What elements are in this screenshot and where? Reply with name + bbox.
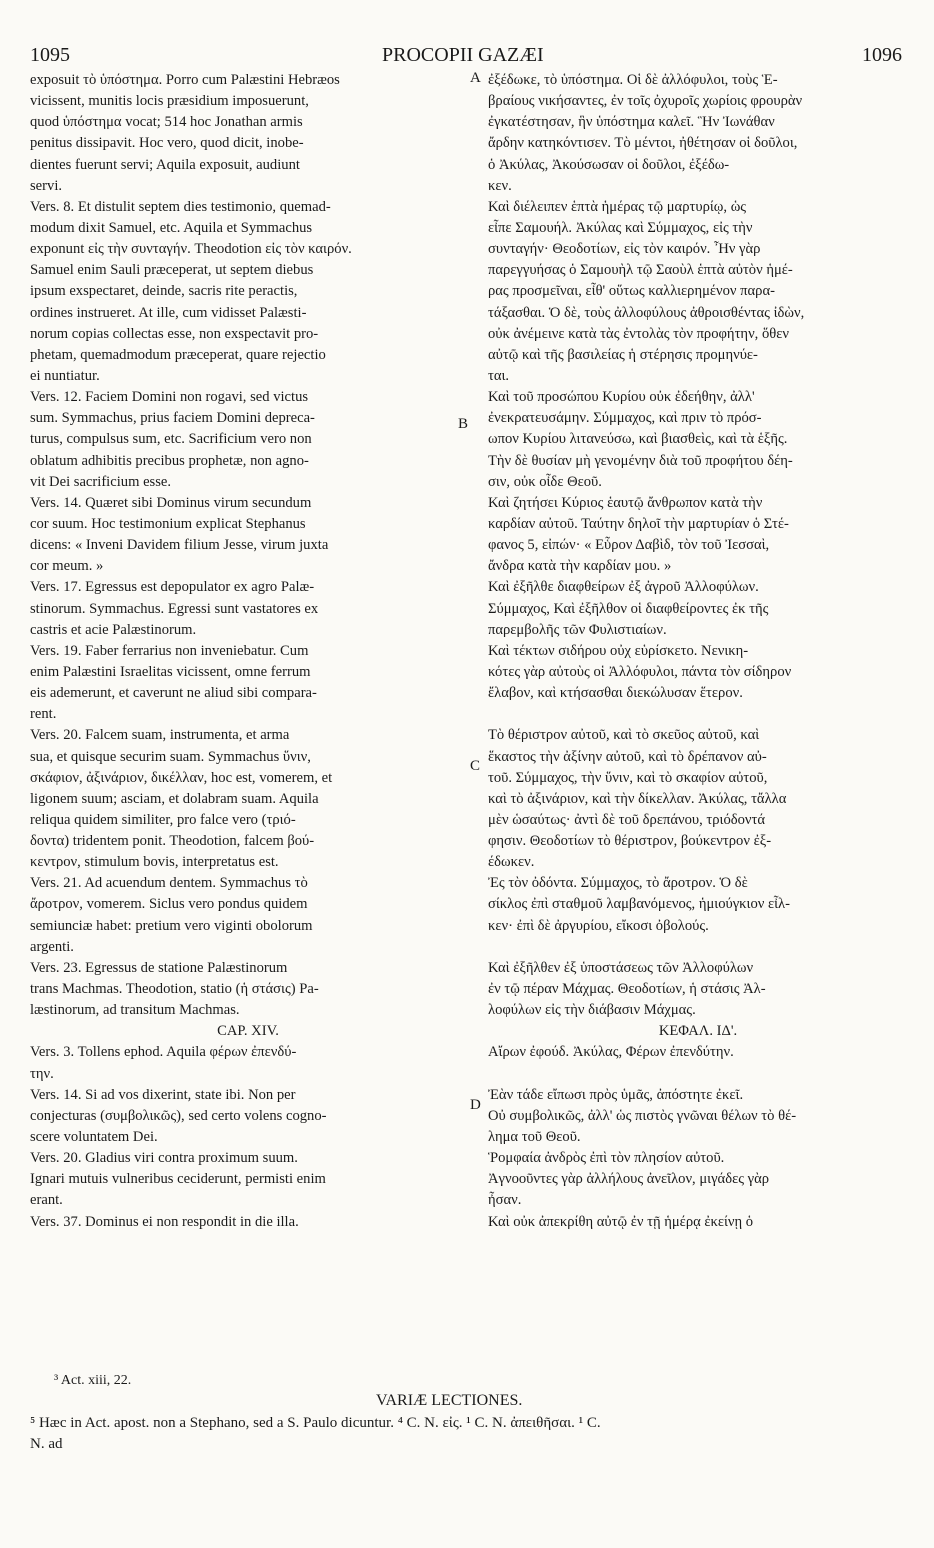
- text-line: σίκλος ἐπὶ σταθμοῦ λαμβανόμενος, ἡμιούγκιον εἶλ-: [488, 896, 790, 913]
- text-line: συνταγήν· Θεοδοτίων, εἰς τὸν καιρόν. Ἦν γὰρ: [488, 241, 761, 258]
- text-line: κεντρον, stimulum bovis, interpretatus est.: [30, 854, 279, 871]
- text-line: καὶ τὸ ἀξινάριον, καὶ τὴν δίκελλαν. Ἀκύλας, τἄλλα: [488, 790, 787, 807]
- text-line: λοφύλων εἰς τὴν διάβασιν Μάχμας.: [488, 1002, 696, 1019]
- text-line: την.: [30, 1065, 54, 1082]
- text-line: καρδίαν αὐτοῦ. Ταύτην δηλοῖ τὴν μαρτυρίαν ὁ Στέ-: [488, 515, 789, 532]
- text-line: erant.: [30, 1192, 63, 1209]
- text-line: modum dixit Samuel, etc. Aquila et Symmachus: [30, 219, 313, 236]
- text-line: ἄρδην κατηκόντισεν. Τὸ μέντοι, ἠθέτησαν οἱ δοῦλοι,: [488, 135, 798, 152]
- text-line: sua, et quisque securim suam. Symmachus ὕνιν,: [30, 748, 311, 765]
- text-line: cor meum. »: [30, 558, 104, 575]
- text-line: reliqua quidem similiter, pro falce vero (τριό-: [30, 811, 296, 828]
- text-line: Τὴν δὲ θυσίαν μὴ γενομένην διὰ τοῦ προφήτου δέη-: [488, 452, 793, 469]
- text-line: Ignari mutuis vulneribus ceciderunt, permisti enim: [30, 1171, 326, 1188]
- text-line: Καὶ ἐξῆλθε διαφθείρων ἐξ ἀγροῦ Ἀλλοφύλων.: [488, 579, 759, 596]
- variae-line-1: ⁵ Hæc in Act. apost. non a Stephano, sed a S. Paulo dicuntur. ⁴ C. N. εἰς. ¹ C. N. ἀπειθῆσαι. ¹ C.: [30, 1415, 601, 1431]
- text-line: quod ὑπόστημα vocat; 514 hoc Jonathan armis: [30, 114, 303, 131]
- text-line: βραίους νικήσαντες, ἐν τοῖς ὀχυροῖς χωρίοις φρουρὰν: [488, 93, 803, 110]
- text-line: Σύμμαχος, Καὶ ἐξῆλθον οἱ διαφθείροντες ἐκ τῆς: [488, 600, 769, 617]
- text-line: Καὶ διέλειπεν ἑπτὰ ἡμέρας τῷ μαρτυρίῳ, ὡς: [488, 198, 747, 215]
- text-line: dicens: « Inveni Davidem filium Jesse, virum juxta: [30, 537, 329, 554]
- text-line: vit Dei sacrificium esse.: [30, 473, 172, 490]
- text-line: ipsum exspectaret, deinde, sacris rite peractis,: [30, 283, 298, 300]
- text-line: ei nuntiatur.: [30, 367, 100, 384]
- text-line: ἐγκατέστησαν, ἣν ὑπόστημα καλεῖ. Ἣν Ἰωνάθαν: [488, 114, 775, 131]
- text-line: σκάφιον, ἀξινάριον, δικέλλαν, hoc est, vomerem, et: [30, 769, 333, 786]
- text-line: ΚΕΦΑΛ. ΙΔ'.: [658, 1023, 738, 1040]
- text-line: εἶπε Σαμουήλ. Ἀκύλας καὶ Σύμμαχος, εἰς τὴν: [488, 219, 753, 236]
- footnote: ³ Act. xiii, 22.: [54, 1373, 132, 1388]
- text-line: ἐν τῷ πέραν Μάχμας. Θεοδοτίων, ἡ στάσις Ἀλ-: [488, 981, 766, 998]
- text-line: Vers. 20. Falcem suam, instrumenta, et arma: [30, 727, 290, 744]
- text-line: Οὐ συμβολικῶς, ἀλλ' ὡς πιστὸς γνῶναι θέλων τὸ θέ-: [488, 1107, 797, 1124]
- text-line: [488, 1064, 908, 1085]
- text-line: κότες γὰρ αὐτοὺς οἱ Ἀλλόφυλοι, πάντα τὸν σίδηρον: [488, 663, 792, 680]
- text-line: turus, compulsus sum, etc. Sacrificium vero non: [30, 431, 312, 448]
- text-line: Τὸ θέριστρον αὐτοῦ, καὶ τὸ σκεῦος αὐτοῦ, καὶ: [488, 727, 760, 744]
- text-line: Καὶ ζητήσει Κύριος ἑαυτῷ ἄνθρωπον κατὰ τὴν: [488, 494, 763, 511]
- text-line: Ἀγνοοῦντες γὰρ ἀλλήλους ἀνεῖλον, μιγάδες γὰρ: [488, 1171, 770, 1188]
- text-line: Καὶ τέκτων σιδήρου οὐχ εὑρίσκετο. Νενικη-: [488, 642, 749, 659]
- text-line: ωπον Κυρίου λιτανεύσω, καὶ βιασθεὶς, καὶ τὰ ἑξῆς.: [488, 431, 788, 448]
- text-line: Vers. 17. Egressus est depopulator ex agro Palæ-: [30, 579, 315, 596]
- text-line: argenti.: [30, 938, 74, 955]
- margin-letter-b: B: [458, 416, 469, 432]
- text-line: Vers. 3. Tollens ephod. Aquila φέρων ἐπενδύ-: [30, 1044, 297, 1061]
- margin-letter-c: C: [470, 758, 481, 774]
- text-line: læstinorum, ad transitum Machmas.: [30, 1002, 240, 1019]
- text-line: ordines instrueret. At ille, cum vidisset Palæsti-: [30, 304, 307, 321]
- text-line: Vers. 14. Si ad vos dixerint, state ibi. Non per: [30, 1086, 296, 1103]
- text-line: servi.: [30, 177, 63, 194]
- text-line: Ἐὰν τάδε εἴπωσι πρὸς ὑμᾶς, ἀπόστητε ἐκεῖ.: [488, 1086, 744, 1103]
- text-line: eis ademerunt, et caverunt ne aliud sibi compara-: [30, 685, 317, 702]
- text-line: scere voluntatem Dei.: [30, 1129, 158, 1146]
- text-line: ἄνδρα κατὰ τὴν καρδίαν μου. »: [488, 558, 672, 575]
- text-line: τάξασθαι. Ὁ δὲ, τοὺς ἀλλοφύλους ἀθροισθέντας ἰδὼν,: [488, 304, 805, 321]
- text-line: sum. Symmachus, prius faciem Domini depreca-: [30, 410, 315, 427]
- text-line: castris et acie Palæstinorum.: [30, 621, 197, 638]
- text-line: ρας προσμεῖναι, εἶθ' οὕτως καλλιερημένον παρα-: [488, 283, 775, 300]
- text-line: oblatum adhibitis precibus prophetæ, non agno-: [30, 452, 309, 469]
- text-line: Καὶ τοῦ προσώπου Κυρίου οὐκ ἐδεήθην, ἀλλ': [488, 389, 755, 406]
- text-line: έδωκεν.: [488, 854, 535, 871]
- text-line: ἕκαστος τὴν ἀξίνην αὐτοῦ, καὶ τὸ δρέπανον αὐ-: [488, 748, 767, 765]
- running-title: PROCOPII GAZÆI: [382, 44, 544, 66]
- text-line: κεν.: [488, 177, 512, 194]
- margin-letter-d: D: [470, 1097, 481, 1113]
- text-line: φανος 5, εἰπών· « Εὗρον Δαβὶδ, τὸν τοῦ Ἰεσσαὶ,: [488, 537, 770, 554]
- text-line: Vers. 21. Ad acuendum dentem. Symmachus τὸ: [30, 875, 308, 892]
- text-line: trans Machmas. Theodotion, statio (ἡ στάσις) Pa-: [30, 981, 319, 998]
- text-line: Samuel enim Sauli præceperat, ut septem diebus: [30, 262, 314, 279]
- text-line: Καὶ οὐκ ἀπεκρίθη αὐτῷ ἐν τῇ ἡμέρᾳ ἐκείνῃ ὁ: [488, 1213, 754, 1230]
- margin-letter-a: A: [470, 70, 481, 86]
- text-line: [488, 937, 908, 958]
- page-number-right: 1096: [862, 44, 902, 66]
- text-line: λημα τοῦ Θεοῦ.: [488, 1129, 581, 1146]
- text-line: rent.: [30, 706, 57, 723]
- text-line: Vers. 19. Faber ferrarius non inveniebatur. Cum: [30, 642, 309, 659]
- text-line: παρεμβολῆς τῶν Φυλιστιαίων.: [488, 621, 667, 638]
- text-line: ἐνεκρατευσάμην. Σύμμαχος, καὶ πριν τὸ πρόσ-: [488, 410, 762, 427]
- text-line: φησιν. Θεοδοτίων τὸ θέριστρον, βούκεντρον ἐξ-: [488, 833, 772, 850]
- text-line: semiunciæ habet: pretium vero viginti obolorum: [30, 917, 313, 934]
- text-line: ἔλαβον, καὶ κτήσασθαι διεκώλυσαν ἕτερον.: [488, 685, 743, 702]
- text-line: Vers. 14. Quæret sibi Dominus virum secundum: [30, 494, 312, 511]
- text-line: Καὶ ἐξῆλθεν ἐξ ὑποστάσεως τῶν Ἀλλοφύλων: [488, 959, 754, 976]
- text-line: κεν· ἐπὶ δὲ ἀργυρίου, εἴκοσι ὀβολούς.: [488, 917, 709, 934]
- text-line: μὲν ὡσαύτως· ἀντὶ δὲ τοῦ δρεπάνου, τριόδοντά: [488, 811, 766, 828]
- text-line: CAP. XIV.: [217, 1023, 279, 1040]
- greek-column: [488, 70, 908, 1233]
- page-number-left: 1095: [30, 44, 70, 66]
- text-line: ligonem suum; asciam, et dolabram suam. Aquila: [30, 790, 319, 807]
- text-line: δοντα) tridentem ponit. Theodotion, falcem βού-: [30, 833, 315, 850]
- text-line: [488, 704, 908, 725]
- text-line: Vers. 8. Et distulit septem dies testimonio, quemad-: [30, 198, 331, 215]
- text-line: παρεγγυήσας ὁ Σαμουὴλ τῷ Σαοὺλ ἑπτὰ αὐτὸν ἡμέ-: [488, 262, 793, 279]
- text-line: οὐκ ἀνέμεινε κατὰ τὰς ἐντολὰς τὸν προφήτην, ὅθεν: [488, 325, 789, 342]
- text-line: ἐξέδωκε, τὸ ὑπόστημα. Οἱ δὲ ἀλλόφυλοι, τοὺς Ἑ-: [488, 72, 778, 88]
- text-line: exposuit τὸ ὑπόστημα. Porro cum Palæstini Hebræos: [30, 72, 340, 88]
- text-line: Vers. 12. Faciem Domini non rogavi, sed victus: [30, 389, 309, 406]
- variae-heading: VARIÆ LECTIONES.: [376, 1392, 523, 1409]
- text-line: ἄροτρον, vomerem. Siclus vero pondus quidem: [30, 896, 308, 913]
- text-line: Ἐς τὸν ὀδόντα. Σύμμαχος, τὸ ἄροτρον. Ὁ δὲ: [488, 875, 748, 892]
- text-line: Αἴρων ἐφούδ. Ἀκύλας, Φέρων ἐπενδύτην.: [488, 1044, 734, 1061]
- text-line: σιν, οὐκ οἶδε Θεοῦ.: [488, 473, 602, 490]
- text-line: Vers. 37. Dominus ei non respondit in die illa.: [30, 1213, 299, 1230]
- text-line: τοῦ. Σύμμαχος, τὴν ὕνιν, καὶ τὸ σκαφίον αὐτοῦ,: [488, 769, 768, 786]
- text-line: Vers. 20. Gladius viri contra proximum suum.: [30, 1150, 298, 1167]
- text-line: phetam, quemadmodum præceperat, quare rejectio: [30, 346, 326, 363]
- text-line: Vers. 23. Egressus de statione Palæstinorum: [30, 959, 288, 976]
- text-line: stinorum. Symmachus. Egressi sunt vastatores ex: [30, 600, 319, 617]
- text-line: enim Palæstini Israelitas vicissent, omne ferrum: [30, 663, 311, 680]
- text-line: ται.: [488, 367, 510, 384]
- text-line: norum copias collectas esse, non exspectavit pro-: [30, 325, 319, 342]
- text-line: dientes fuerunt servi; Aquila exposuit, audiunt: [30, 156, 300, 173]
- text-line: Ῥομφαία ἀνδρὸς ἐπὶ τὸν πλησίον αὐτοῦ.: [488, 1150, 725, 1167]
- text-line: penitus dissipavit. Hoc vero, quod dicit, inobe-: [30, 135, 304, 152]
- text-line: ὁ Ἀκύλας, Ἀκούσωσαν οἱ δοῦλοι, ἐξέδω-: [488, 156, 730, 173]
- text-line: vicissent, munitis locis præsidium imposuerunt,: [30, 93, 309, 110]
- text-line: ἦσαν.: [488, 1192, 522, 1209]
- latin-column: [30, 70, 469, 1233]
- text-line: conjecturas (συμβολικῶς), sed certo volens cogno-: [30, 1107, 327, 1124]
- text-line: exponunt εἰς τὴν συνταγήν. Theodotion εἰς τὸν καιρόν.: [30, 241, 352, 258]
- variae-line-2: N. ad: [30, 1436, 63, 1452]
- text-line: cor suum. Hoc testimonium explicat Stephanus: [30, 515, 306, 532]
- text-line: αὐτῷ καὶ τῆς βασιλείας ἡ στέρησις προμηνύε-: [488, 346, 758, 363]
